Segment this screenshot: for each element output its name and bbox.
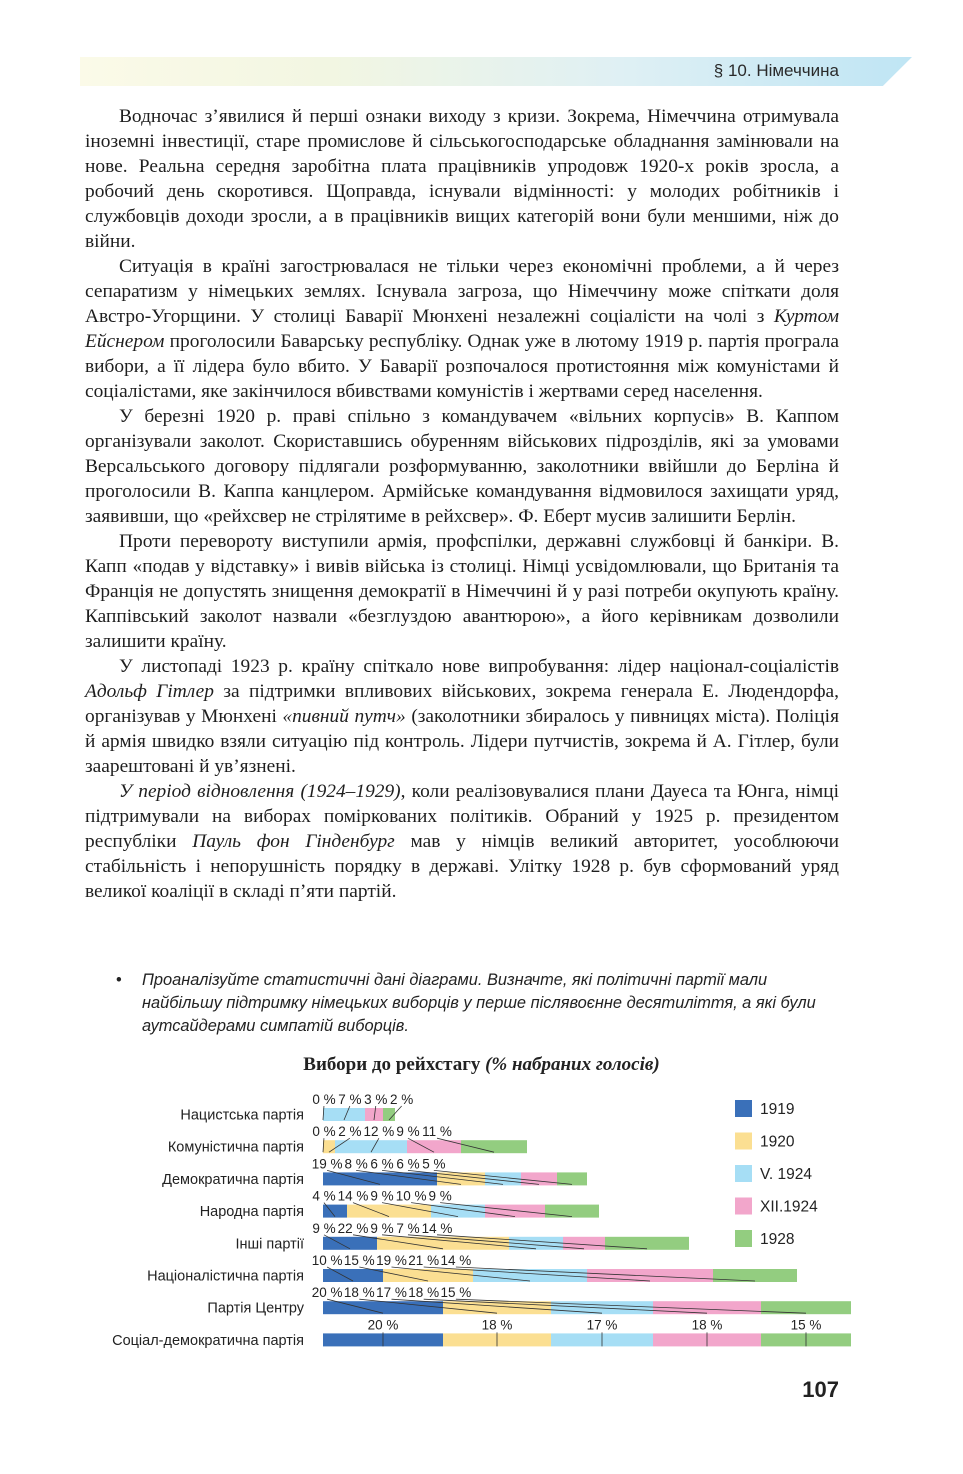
legend-swatch: [735, 1133, 752, 1150]
data-label: 19 %: [311, 1156, 343, 1172]
data-label: 4 %: [312, 1188, 336, 1204]
bullet-icon: •: [116, 971, 122, 989]
data-label: 19 %: [376, 1253, 407, 1268]
data-label: 15 %: [790, 1317, 822, 1333]
election-chart: [0, 1088, 963, 1366]
emphasis-eisner: Куртом Ейснером: [85, 306, 839, 352]
category-label: Націоналістична партія: [147, 1268, 304, 1285]
legend-label: V. 1924: [760, 1166, 813, 1183]
bar-segment: [347, 1205, 431, 1218]
bar-segment: [383, 1108, 395, 1121]
legend-swatch: [735, 1230, 752, 1247]
data-label: 17 %: [376, 1285, 407, 1301]
data-label: 21 %: [408, 1253, 440, 1268]
data-label: 14 %: [337, 1188, 369, 1204]
category-label: Партія Центру: [207, 1300, 304, 1317]
category-label: Інші партії: [235, 1236, 304, 1253]
emphasis-putsch: «пивний путч»: [282, 706, 406, 727]
data-label: 20 %: [367, 1317, 399, 1333]
legend-swatch: [735, 1165, 752, 1182]
paragraph-1: Водночас з’явилися й перші ознаки виходу з кризи. Зокрема, Німеччина отримувала іноземні інвестиції, старе промислове й сільськогосподарське обладнання замінювали на нове. Реальна середня заробітна плата працівників упродовж 1920-х років зросла, а робочий день скоротився. Щоправда, існували відмінності: у молодих робітників і службовців доходи зросли, а в працівників вищих категорій вони були меншими, ніж до війни.: [85, 106, 839, 252]
task-block: [116, 969, 846, 1038]
bar-segment: [587, 1269, 713, 1282]
data-label: 2 %: [390, 1092, 414, 1107]
data-label: 15 %: [440, 1285, 472, 1301]
task-text: Проаналізуйте статистичні дані діаграми. Визначте, які політичні партії мали найбільшу підтримку німецьких виборців у перше післявоєнне десятиліття, а які були аутсайдерами симпатій виборців.: [142, 971, 816, 1035]
legend-label: 1919: [760, 1101, 795, 1118]
paragraph-6: У період відновлення (1924–1929), коли реалізовувалися плани Дауеса та Юнга, німці підтримували на виборах поміркованих політиків. Обраний у 1925 р. президентом республіки Пауль фон Гінденбург мав у німців великий авторитет, уособлюючи стабільність і непорушність порядку в державі. Улітку 1928 р. був сформований уряд великої коаліції в складі п’яти партій.: [85, 781, 839, 902]
data-label: 9 %: [428, 1188, 452, 1204]
page-number: 107: [802, 1377, 839, 1402]
body-text: [85, 104, 839, 904]
emphasis-hitler: Адольф Гітлер: [85, 681, 214, 702]
emphasis-period: У період відновлення (1924–1929): [119, 781, 401, 802]
chart-title: [0, 1054, 963, 1076]
data-label: 22 %: [337, 1220, 369, 1236]
emphasis-hindenburg: Пауль фон Гінденбург: [192, 831, 395, 852]
data-label: 7 %: [396, 1220, 420, 1236]
bar-segment: [323, 1301, 443, 1314]
data-label: 17 %: [586, 1317, 618, 1333]
data-label: 8 %: [344, 1156, 368, 1172]
section-title: § 10. Німеччина: [713, 61, 839, 80]
paragraph-3: У березні 1920 р. праві спільно з командувачем «вільних корпусів» В. Каппом організували заколот. Скориставшись обуренням військових підрозділів, які за умовами Версальського договору підлягали розформуванню, заколотники ввійшли до Берліна й проголосили В. Каппа канцлером. Армійське командування відмовилося захищати уряд, заявивши, що «рейхсвер не стрілятиме в рейхсвер». Ф. Еберт мусив залишити Берлін.: [85, 406, 839, 527]
chart-title-main: Вибори до рейхстагу: [303, 1054, 481, 1075]
chart-title-sub: (% набраних голосів): [485, 1054, 660, 1075]
data-label: 6 %: [396, 1156, 420, 1172]
bar-segment: [323, 1269, 383, 1282]
data-label: 9 %: [312, 1220, 336, 1236]
legend-swatch: [735, 1100, 752, 1117]
category-label: Народна партія: [199, 1204, 304, 1221]
legend-swatch: [735, 1198, 752, 1215]
data-label: 18 %: [343, 1285, 375, 1301]
paragraph-4: Проти перевороту виступили армія, профспілки, державні службовці й банкіри. В. Капп «подав у відставку» і вивів війська із столиці. Німці усвідомлювали, що Британія та Франція не допустять знищення демократії в Німеччині й у разі потреби окупують країну. Каппівський заколот назвали «безглуздою авантюрою», а його керівникам дозволили залишити країну.: [85, 531, 839, 652]
data-label: 9 %: [396, 1124, 420, 1140]
bar-segment: [323, 1140, 335, 1153]
bar-segment: [713, 1269, 797, 1282]
data-label: 2 %: [338, 1124, 362, 1140]
data-label: 18 %: [408, 1285, 440, 1301]
data-label: 18 %: [481, 1317, 513, 1333]
data-label: 10 %: [311, 1253, 343, 1268]
legend-label: XII.1924: [760, 1198, 818, 1216]
data-label: 9 %: [370, 1188, 394, 1204]
category-label: Соціал-демократична партія: [112, 1332, 304, 1349]
paragraph-5: У листопаді 1923 р. країну спіткало нове випробування: лідер націонал-соціалістів Адольф Гітлер за підтримки впливових військових, зокрема генерала Е. Людендорфа, організував у Мюнхені «пивний путч» (заколотники збиралось у пивницях міста). Поліція й армія швидко взяли ситуацію під контроль. Лідери путчистів, зокрема й А. Гітлер, були заарештовані й ув’язнені.: [85, 656, 840, 777]
bar-segment: [605, 1237, 689, 1250]
data-label: 12 %: [363, 1124, 395, 1140]
data-label: 20 %: [311, 1285, 343, 1301]
bar-segment: [485, 1205, 545, 1218]
data-label: 7 %: [338, 1092, 362, 1107]
data-label: 11 %: [422, 1124, 452, 1140]
legend-label: 1928: [760, 1231, 795, 1248]
data-label: 10 %: [395, 1188, 427, 1204]
data-label: 0 %: [312, 1124, 336, 1140]
paragraph-2: Ситуація в країні загострювалася не тільки через економічні проблеми, а й через сепаратизм у німецьких землях. Існувала загроза, що Німеччину може спіткати доля Австро-Угорщини. У столиці Баварії Мюнхені незалежні соціалісти на чолі з Куртом Ейснером проголосили Баварську республіку. Однак уже в лютому 1919 р. партія програла вибори, а її лідера було вбито. У Баварії розпочалося протистояння між комуністами й соціалістами, яке закінчилося вбивствами комуністів і жертвами серед населення.: [85, 256, 839, 402]
data-label: 3 %: [364, 1092, 388, 1107]
bar-segment: [377, 1237, 509, 1250]
bar-segment: [335, 1140, 407, 1153]
data-label: 14 %: [421, 1220, 453, 1236]
bar-segment: [545, 1205, 599, 1218]
data-label: 14 %: [440, 1253, 472, 1268]
data-label: 6 %: [370, 1156, 394, 1172]
category-label: Демократична партія: [162, 1171, 304, 1188]
category-label: Комуністична партія: [167, 1139, 304, 1156]
data-label: 15 %: [343, 1253, 375, 1268]
data-label: 0 %: [312, 1092, 336, 1107]
legend-label: 1920: [760, 1133, 795, 1151]
data-label: 5 %: [422, 1156, 446, 1172]
data-label: 9 %: [370, 1220, 394, 1236]
data-label: 18 %: [691, 1317, 723, 1333]
category-label: Нацистська партія: [180, 1107, 304, 1124]
